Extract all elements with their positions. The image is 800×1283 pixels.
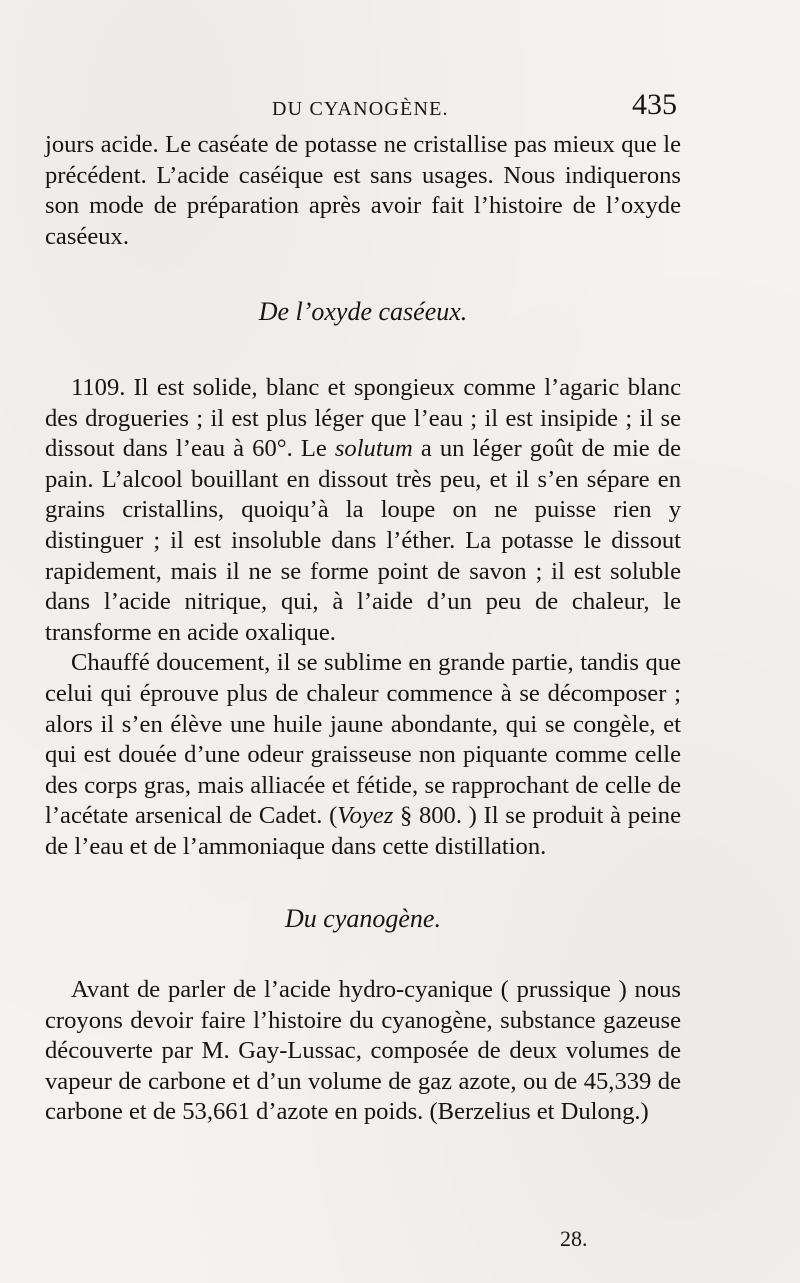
paragraph-text: Chauffé doucement, il se sublime en grande partie, tandis que celui qui éprouve plus de chaleur commence à se décomposer ; alors il s’en élève une huile jaune abondante, qui se congèle, et qui est douée d’une odeur graisseuse non piquante comme celle des corps gras, mais alliacée et fétide, se rapprochant de celle de l’acétate arsenical de Cadet. ( [45,649,681,830]
paragraph-text: Il est solide, blanc et spongieux comme l’agaric blanc des drogueries ; il est plus léger que l’eau ; il est insipide ; il se dissout dans l’eau à 60°. Le [45,373,681,463]
running-head: DU CYANOGÈNE. [272,98,449,120]
page-body [45,130,681,1128]
paragraph-text: § 800. ) Il se produit à peine de l’eau et de l’ammoniaque dans cette distillation. [45,802,681,860]
paragraph-1109 [45,373,681,648]
paragraph-text: a un léger goût de mie de pain. L’alcool bouillant en dissout très peu, et il s’en sépare en grains cristallins, quoiqu’à la loupe on ne puisse rien y distinguer ; il est insoluble dans l’éther. La potasse le dissout rapidement, mais il ne se forme point de savon ; il est soluble dans l’acide nitrique, qui, à l’aide d’un peu de chaleur, le transforme en acide oxalique. [45,435,682,646]
page-number: 435 [632,88,677,121]
italic-term: solutum [334,435,413,463]
page-header [0,88,800,132]
paragraph-cyanogene: Avant de parler de l’acide hydro-cyanique ( prussique ) nous croyons devoir faire l’histoire du cyanogène, substance gazeuse découverte par M. Gay-Lussac, composée de deux volumes de vapeur de carbone et d’un volume de gaz azote, ou de 45,339 de carbone et de 53,661 d’azote en poids. (Berzelius et Dulong.) [45,976,681,1126]
section-title-cyanogene: Du cyanogène. [285,904,441,934]
section-title-oxyde-caseeux: De l’oxyde caséeux. [258,297,468,327]
signature-mark: 28. [560,1226,588,1251]
italic-term: Voyez [337,802,394,830]
paragraph-continuation: jours acide. Le caséate de potasse ne cristallise pas mieux que le précédent. L’acide caséique est sans usages. Nous indiquerons son mode de préparation après avoir fait l’histoire de l’oxyde caséeux. [45,131,681,250]
paragraph-heating [45,648,681,862]
paragraph-number: 1109. [71,373,126,401]
